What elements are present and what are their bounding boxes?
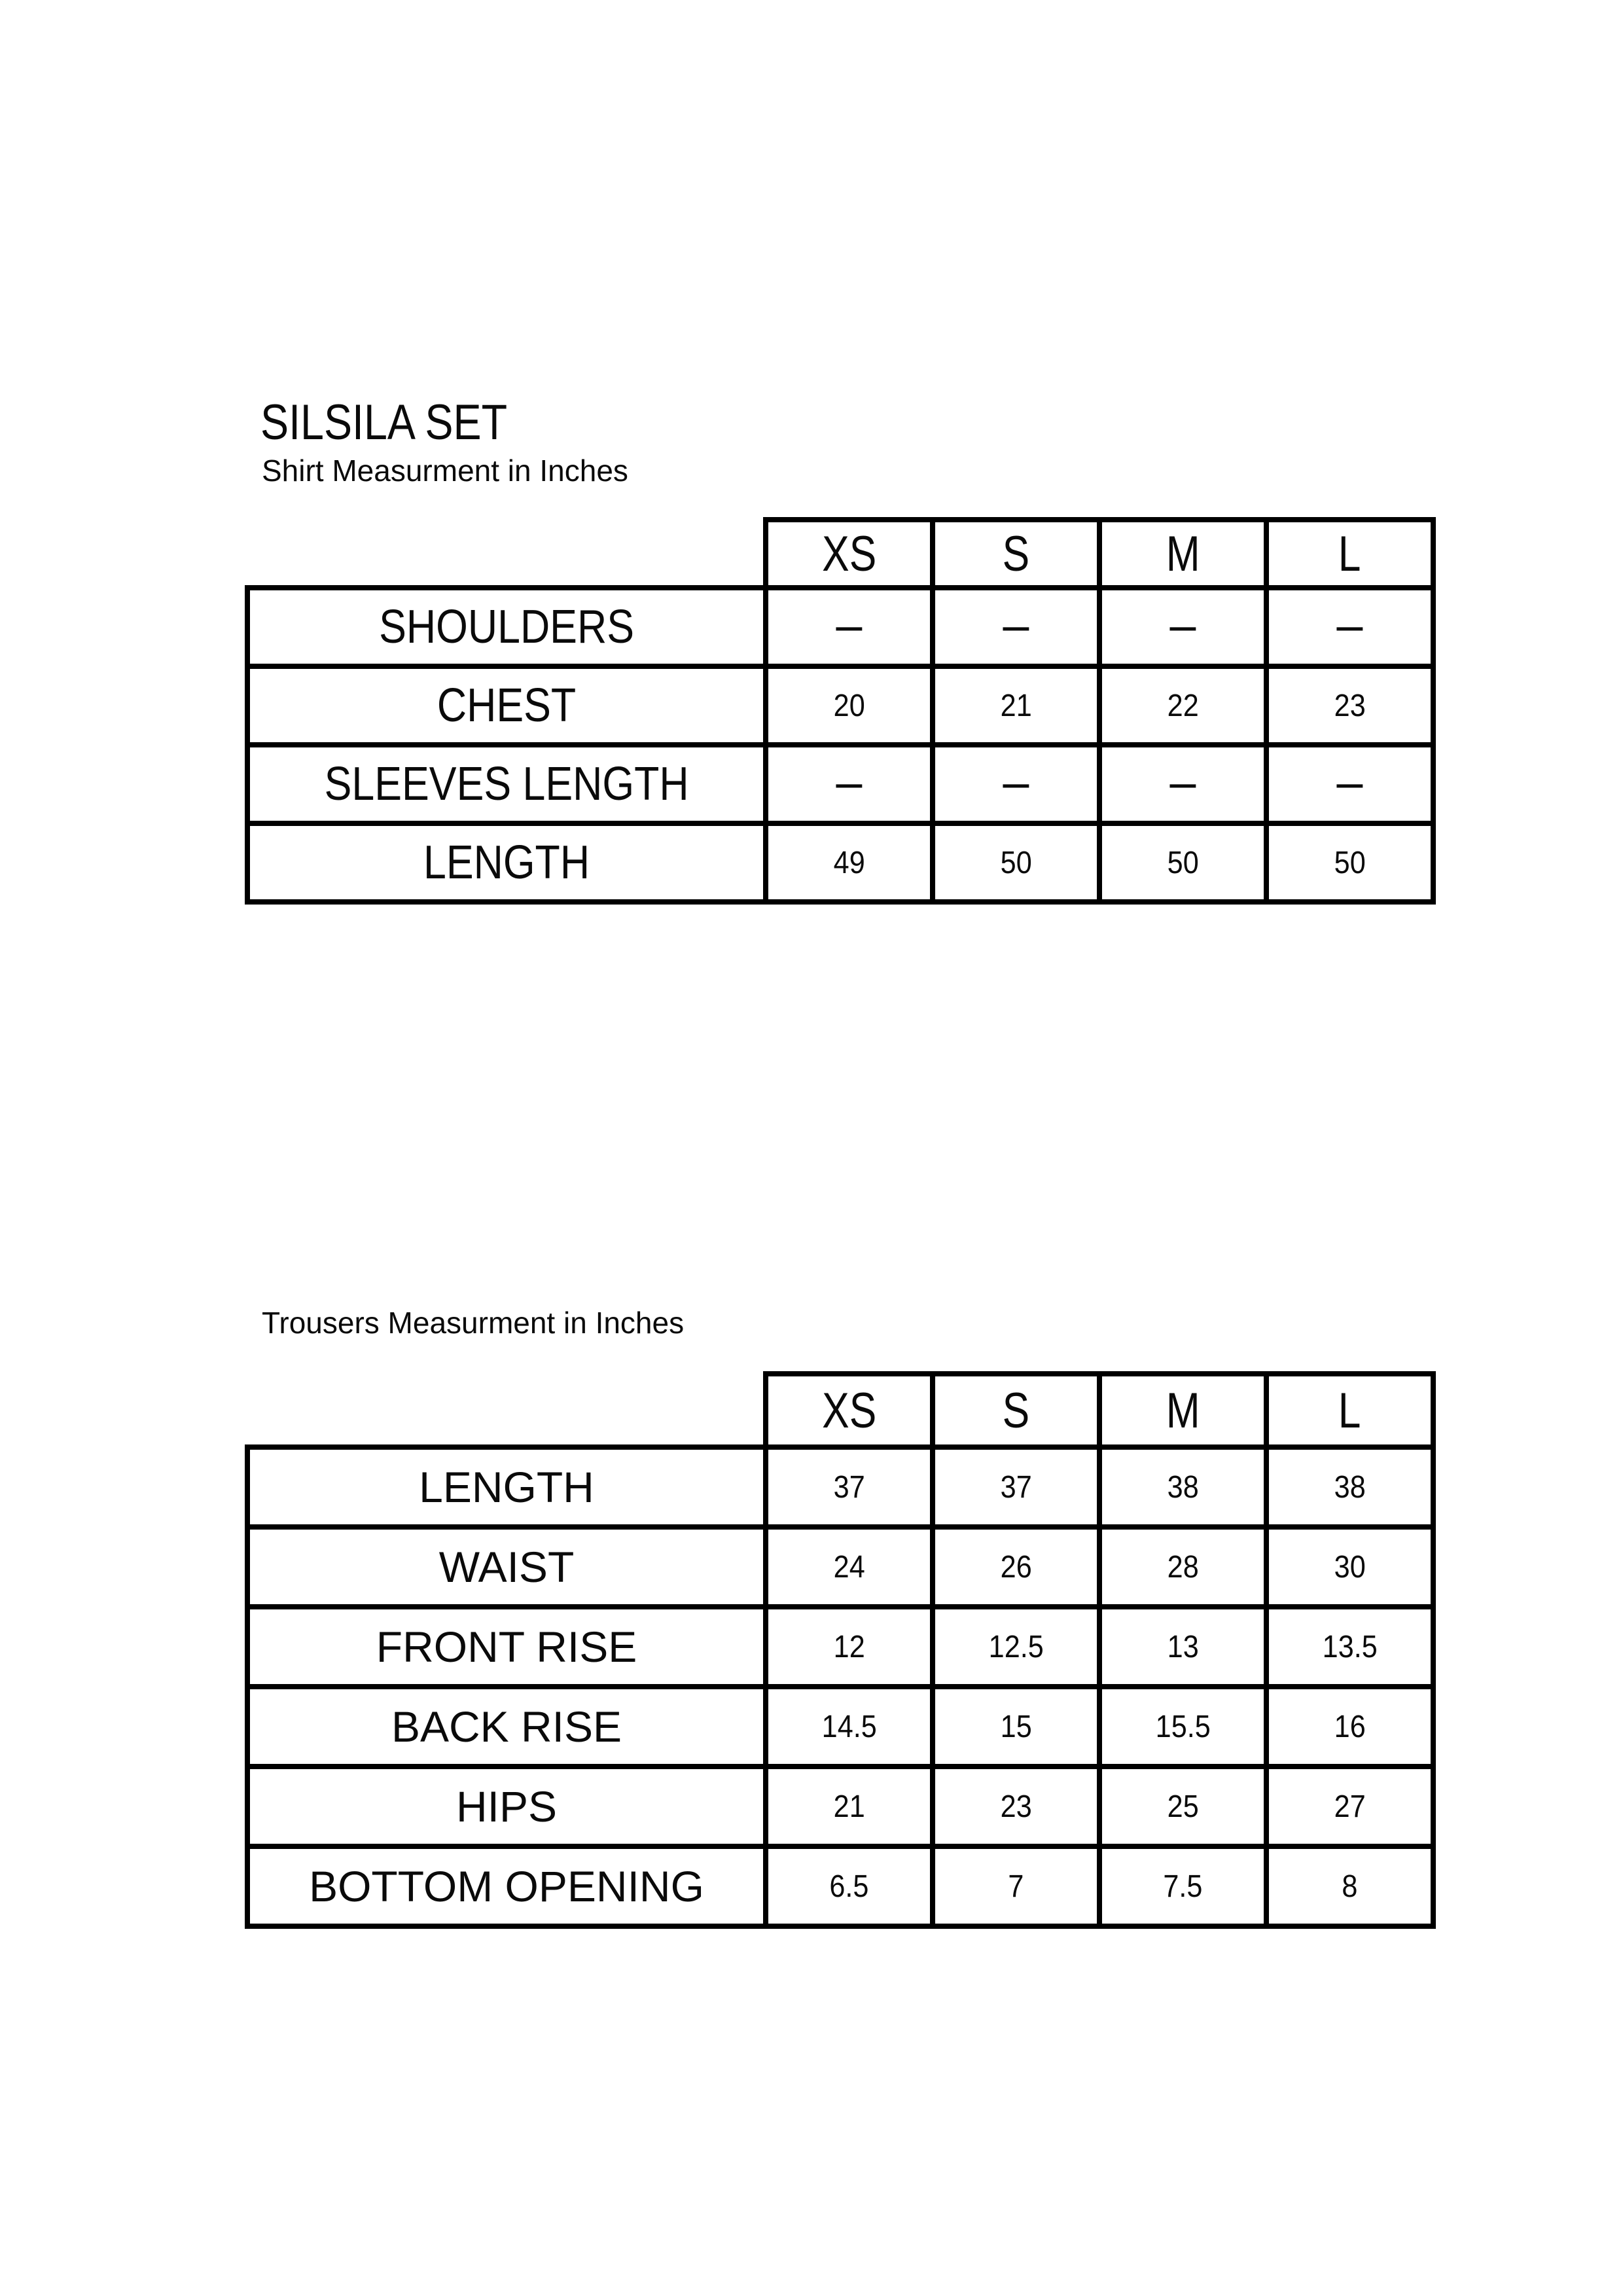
measurement-value-cell [766,1447,933,1527]
measurement-value-cell [1266,1447,1433,1527]
size-column-header-label: M [1166,526,1200,582]
measurement-row [247,1527,1433,1607]
measurement-value-cell [1099,823,1266,902]
empty-value-dash: – [1335,765,1364,803]
measurement-value: 28 [1167,1549,1199,1585]
measurement-row [247,1846,1433,1926]
measurement-row-label [247,1607,766,1687]
empty-value-dash: – [1168,608,1198,646]
size-header-row [247,1374,1433,1447]
measurement-value-cell [1266,588,1433,666]
measurement-value-cell [1266,666,1433,745]
measurement-row-label-text: SHOULDERS [379,601,634,653]
measurement-value: 23 [1000,1789,1032,1824]
measurement-value-cell [1099,745,1266,823]
empty-value-dash: – [834,608,864,646]
measurement-row [247,745,1433,823]
measurement-row-label [247,1527,766,1607]
measurement-row-label [247,1687,766,1767]
measurement-value-cell [1266,745,1433,823]
size-column-header [1266,1374,1433,1447]
measurement-value: 21 [1000,688,1032,723]
measurement-value-cell [766,1687,933,1767]
measurement-value: 49 [833,845,865,880]
measurement-value: 13 [1167,1629,1199,1664]
size-column-header [766,520,933,588]
measurement-value: 50 [1334,845,1366,880]
measurement-value-cell [766,823,933,902]
measurement-value: 50 [1000,845,1032,880]
measurement-value-cell [1099,1527,1266,1607]
measurement-value-cell [1266,1607,1433,1687]
measurement-value: 37 [1000,1469,1032,1505]
measurement-value: 23 [1334,688,1366,723]
empty-value-dash: – [834,765,864,803]
measurement-row-label [247,666,766,745]
measurement-value: 26 [1000,1549,1032,1585]
size-column-header [933,520,1099,588]
measurement-row-label-text: BOTTOM OPENING [309,1862,704,1910]
measurement-row [247,1607,1433,1687]
measurement-value: 16 [1334,1709,1366,1744]
measurement-row-label [247,1846,766,1926]
measurement-value-cell [933,823,1099,902]
measurement-value: 22 [1167,688,1199,723]
size-column-header-label: S [1002,526,1030,582]
measurement-value: 37 [833,1469,865,1505]
size-column-header-label: XS [821,1382,877,1439]
measurement-value: 21 [833,1789,865,1824]
size-column-header [1099,520,1266,588]
shirt-measurement-table [245,517,1436,905]
measurement-row [247,588,1433,666]
measurement-value-cell [933,1846,1099,1926]
measurement-value: 14.5 [821,1709,877,1744]
measurement-value: 24 [833,1549,865,1585]
measurement-row [247,666,1433,745]
measurement-value: 20 [833,688,865,723]
measurement-value: 12.5 [988,1629,1044,1664]
empty-value-dash: – [1335,608,1364,646]
size-column-header [766,1374,933,1447]
measurement-value-cell [1099,588,1266,666]
size-column-header-label: XS [821,526,877,582]
measurement-value: 30 [1334,1549,1366,1585]
page-title-text: SILSILA SET [260,395,508,450]
measurement-value: 15 [1000,1709,1032,1744]
table-corner-spacer [247,1374,766,1447]
measurement-value: 8 [1342,1869,1358,1904]
measurement-row-label-text: BACK RISE [391,1702,622,1751]
measurement-value: 7 [1008,1869,1024,1904]
measurement-value-cell [933,588,1099,666]
measurement-value-cell [766,588,933,666]
measurement-value-cell [933,1607,1099,1687]
size-column-header-label: M [1166,1382,1200,1439]
empty-value-dash: – [1168,765,1198,803]
measurement-value: 38 [1334,1469,1366,1505]
measurement-value: 38 [1167,1469,1199,1505]
page-title [260,395,551,450]
size-header-row [247,520,1433,588]
size-column-header-label: S [1002,1382,1030,1439]
measurement-row-label-text: FRONT RISE [376,1623,637,1671]
measurement-value-cell [766,1846,933,1926]
measurement-value: 50 [1167,845,1199,880]
measurement-value: 12 [833,1629,865,1664]
measurement-row [247,1767,1433,1846]
measurement-row-label-text: LENGTH [423,836,590,889]
measurement-row-label [247,588,766,666]
measurement-value: 13.5 [1322,1629,1378,1664]
measurement-row-label [247,1767,766,1846]
measurement-value-cell [1266,1527,1433,1607]
measurement-value-cell [766,745,933,823]
measurement-row-label-text: SLEEVES LENGTH [324,758,689,810]
measurement-value-cell [1099,1447,1266,1527]
measurement-value-cell [933,1767,1099,1846]
measurement-row-label-text: LENGTH [419,1463,594,1511]
measurement-value-cell [933,666,1099,745]
empty-value-dash: – [1001,608,1031,646]
measurement-value: 27 [1334,1789,1366,1824]
measurement-value-cell [766,666,933,745]
table-corner-spacer [247,520,766,588]
measurement-value-cell [766,1607,933,1687]
measurement-value-cell [1099,666,1266,745]
size-column-header-label: L [1338,1382,1361,1439]
size-column-header [1099,1374,1266,1447]
size-column-header [1266,520,1433,588]
measurement-value-cell [933,745,1099,823]
measurement-value: 7.5 [1163,1869,1203,1904]
measurement-value-cell [1099,1687,1266,1767]
measurement-row-label-text: WAIST [438,1543,575,1591]
measurement-value: 6.5 [829,1869,869,1904]
measurement-value-cell [766,1767,933,1846]
measurement-value-cell [766,1527,933,1607]
measurement-value: 15.5 [1155,1709,1211,1744]
measurement-row-label [247,823,766,902]
measurement-value-cell [1266,1767,1433,1846]
trousers-measurement-table [245,1371,1436,1929]
measurement-value-cell [1099,1607,1266,1687]
measurement-value: 25 [1167,1789,1199,1824]
measurement-value-cell [1266,1846,1433,1926]
measurement-row [247,823,1433,902]
measurement-row-label [247,1447,766,1527]
measurement-value-cell [933,1527,1099,1607]
trousers-section-subtitle: Trousers Measurment in Inches [262,1306,685,1340]
measurement-row-label-text: HIPS [455,1782,558,1831]
measurement-row-label [247,745,766,823]
measurement-value-cell [933,1687,1099,1767]
shirt-section-subtitle: Shirt Measurment in Inches [262,454,628,488]
size-column-header-label: L [1338,526,1361,582]
measurement-row [247,1447,1433,1527]
empty-value-dash: – [1001,765,1031,803]
measurement-row [247,1687,1433,1767]
measurement-value-cell [1099,1767,1266,1846]
measurement-value-cell [1266,1687,1433,1767]
measurement-value-cell [933,1447,1099,1527]
measurement-value-cell [1099,1846,1266,1926]
measurement-value-cell [1266,823,1433,902]
size-column-header [933,1374,1099,1447]
measurement-row-label-text: CHEST [437,679,577,732]
